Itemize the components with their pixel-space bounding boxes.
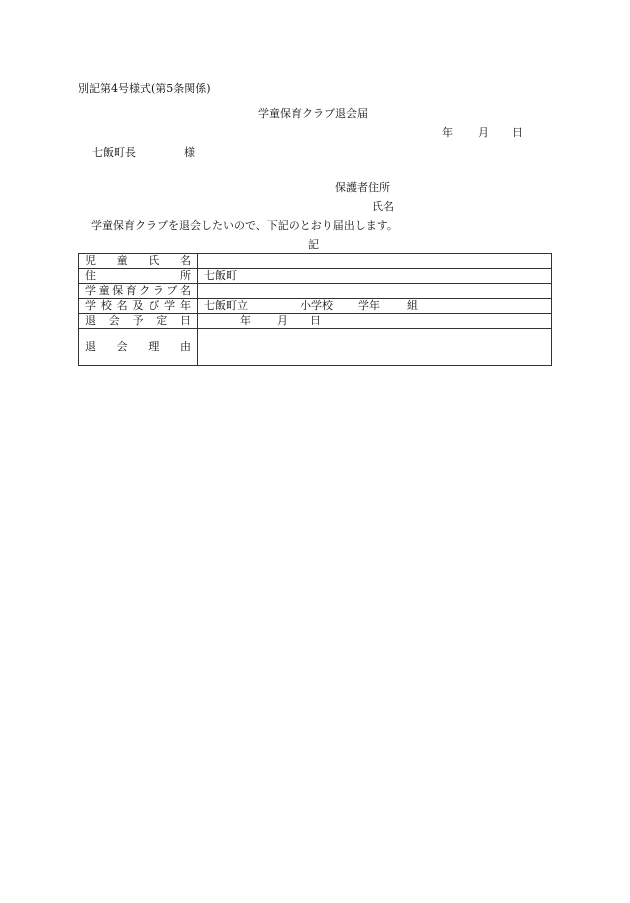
table-row [79, 299, 552, 314]
withdrawal-reason-field[interactable] [198, 329, 552, 366]
address-label: 住所 [79, 269, 198, 284]
school-grade-field[interactable] [198, 299, 552, 314]
table-row [79, 314, 552, 329]
withdrawal-date-field[interactable] [198, 314, 552, 329]
child-name-field[interactable] [198, 254, 552, 269]
form-number: 別記第4号様式(第5条関係) [78, 82, 211, 95]
elementary-school-label: 小学校 [300, 299, 333, 312]
addressee-name: 七飯町長 [92, 146, 136, 159]
withdrawal-month-label: 月 [277, 314, 288, 327]
withdrawal-date-label: 退会予定日 [79, 314, 198, 329]
addressee-honorific: 様 [184, 146, 195, 159]
document-title: 学童保育クラブ退会届 [258, 107, 368, 120]
date-year-label: 年 [442, 126, 453, 139]
table-row [79, 284, 552, 299]
ki-heading: 記 [308, 238, 319, 251]
withdrawal-day-label: 日 [310, 314, 321, 327]
table-row [79, 329, 552, 366]
address-field[interactable]: 七飯町 [198, 269, 552, 284]
club-name-field[interactable] [198, 284, 552, 299]
date-month-label: 月 [478, 126, 489, 139]
withdrawal-year-label: 年 [240, 314, 251, 327]
table-row [79, 254, 552, 269]
date-day-label: 日 [512, 126, 523, 139]
class-label: 組 [407, 299, 418, 312]
grade-label: 学年 [358, 299, 380, 312]
club-name-label: 学童保育クラブ名 [79, 284, 198, 299]
form-table [78, 253, 552, 366]
guardian-name-label: 氏名 [372, 200, 394, 213]
child-name-label: 児童氏名 [79, 254, 198, 269]
statement-text: 学童保育クラブを退会したいので、下記のとおり届出します。 [91, 219, 398, 232]
table-row [79, 269, 552, 284]
withdrawal-reason-label: 退会理由 [79, 329, 198, 366]
school-grade-label: 学校名及び学年 [79, 299, 198, 314]
school-town-prefix: 七飯町立 [204, 299, 248, 312]
guardian-address-label: 保護者住所 [335, 181, 390, 194]
